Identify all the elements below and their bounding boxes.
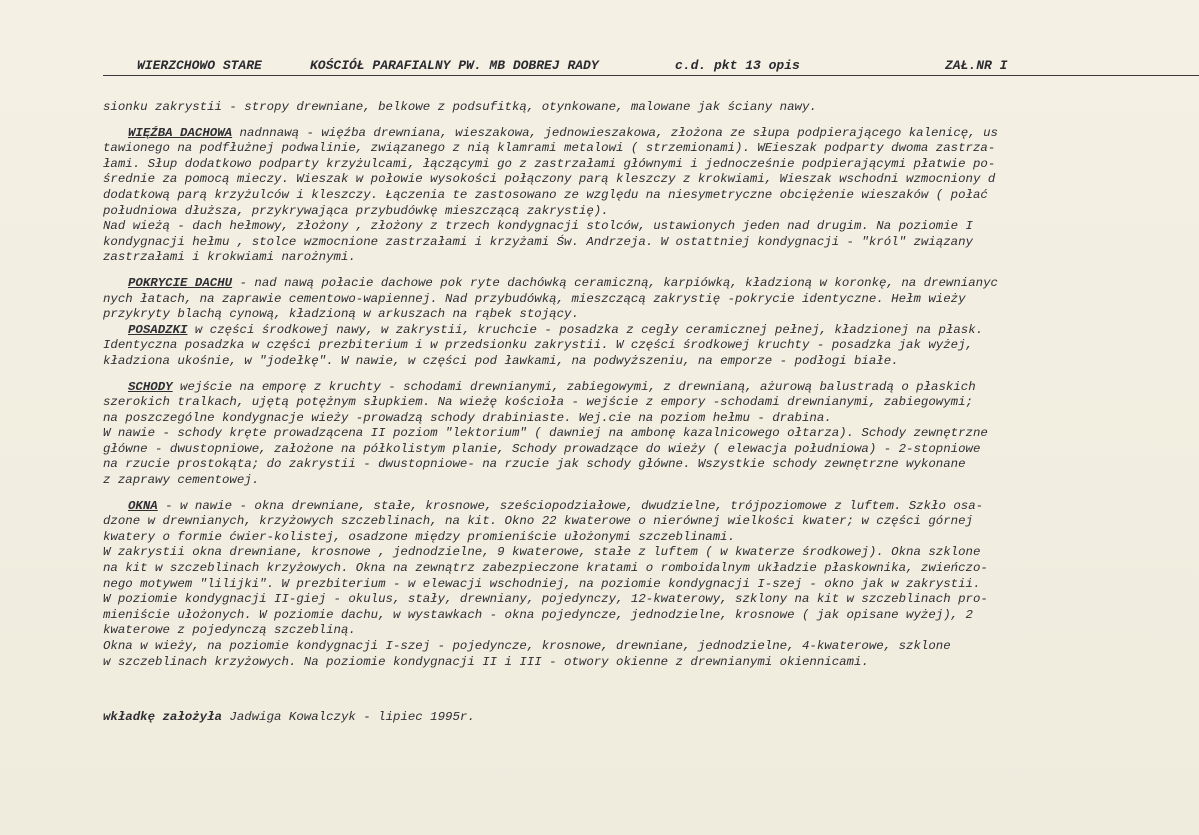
section-first-text: - nad nawą połacie dachowe pok ryte dachówką ceramiczną, karpiówką, kładzioną w koronkę, na drewnianyc <box>232 275 998 290</box>
section-first-text: nadnnawą - więźba drewniana, wieszakowa, jednowieszakowa, złożona ze słupa podpierającego kalenicę, us <box>232 125 998 140</box>
text-line: na poszczególne kondygnacje wieży -prowadzą schody drabiniaste. Wej.cie na poziom hełmu - drabina. <box>103 410 832 425</box>
text-line: kładziona ukośnie, w "jodełkę". W nawie, w części pod ławkami, na podwyższeniu, na emporze - podłogi białe. <box>103 353 899 368</box>
section-first-line <box>103 380 1153 396</box>
text-line: na kit w szczeblinach krzyżowych. Okna na zewnątrz zabezpieczone kratami o romboidalnym układzie płaskownika, zwieńczo- <box>103 561 988 576</box>
text-line: kwaterowe z pojedynczą szczebliną. <box>103 623 356 638</box>
text-line: dzone w drewnianych, krzyżowych szczeblinach, na kit. Okno 22 kwaterowe o nierównej wielkości kwater; w części górnej <box>103 514 973 529</box>
signature-author: Jadwiga Kowalczyk - lipiec 1995r. <box>221 710 475 725</box>
section-first-text: - w nawie - okna drewniane, stałe, krosnowe, sześciopodziałowe, dwudzielne, trójpoziomowe z luftem. Szkło osa- <box>157 498 984 513</box>
text-line: na rzucie prostokąta; do zakrystii - dwustopniowe- na rzucie jak schody główne. Wszystkie schody zewnętrzne wykonane <box>103 457 966 472</box>
text-line: sionku zakrystii - stropy drewniane, belkowe z podsufitką, otynkowane, malowane jak ściany nawy. <box>103 100 817 114</box>
text-line: Identyczna posadzka w części prezbiterium i w przedsionku zakrystii. W części środkowej kruchty - posadzka jak wyżej, <box>103 338 973 353</box>
section-first-line <box>103 499 1153 515</box>
text-line: główne - dwustopniowe, założone na półkolistym planie, Schody prowadzące do wieży ( elewacja południowa) - 2-stopniowe <box>103 441 981 456</box>
section-first-text: w części środkowej nawy, w zakrystii, kruchcie - posadzka z cegły ceramicznej pełnej, kładzionej na płask. <box>187 322 984 337</box>
section-pokrycie <box>103 276 1153 323</box>
spacer <box>103 370 1153 380</box>
section-first-line <box>103 276 1153 292</box>
header-place: WIERZCHOWO STARE <box>137 58 262 73</box>
section-schody <box>103 380 1153 489</box>
section-wiezba <box>103 126 1153 266</box>
text-line: z zaprawy cementowej. <box>103 473 260 488</box>
header-rule <box>103 75 1199 76</box>
section-heading: WIĘŹBA DACHOWA <box>128 125 233 140</box>
text-line: szerokich tralkach, ujętą potężnym słupkiem. Na wieżę kościoła - wejście z empory -schodami drewnianymi, zabiegowymi; <box>103 395 973 410</box>
text-line: w szczeblinach krzyżowych. Na poziomie kondygnacji II i III - otwory okienne z drewnianymi okiennicami. <box>103 654 869 669</box>
spacer <box>103 116 1153 126</box>
signature-lead: wkładkę założyła <box>103 710 222 725</box>
header-reference: c.d. pkt 13 opis <box>675 58 800 73</box>
section-heading: OKNA <box>128 498 158 513</box>
text-line: przykryty blachą cynową, kładzioną w arkuszach na rąbek stojący. <box>103 307 579 322</box>
signature-line <box>103 710 1153 726</box>
section-okna <box>103 499 1153 671</box>
text-line: Nad wieżą - dach hełmowy, złożony , złożony z trzech kondygnacji stolców, ustawionych jeden nad drugim. Na poziomie I <box>103 219 973 234</box>
spacer <box>103 489 1153 499</box>
text-line: W zakrystii okna drewniane, krosnowe , jednodzielne, 9 kwaterowe, stałe z luftem ( w kwaterze środkowej). Okna szklone <box>103 545 981 560</box>
spacer <box>103 266 1153 276</box>
intro-paragraph <box>103 100 1153 116</box>
text-line: mieniście ułożonych. W poziomie dachu, w wystawkach - okna pojedyncze, jednodzielne, krosnowe ( jak opisane wyżej), 2 <box>103 607 973 622</box>
text-line: kwatery o formie ćwier-kolistej, osadzone między promieniście ułożonymi szczeblinami. <box>103 529 736 544</box>
section-first-line <box>103 323 1153 339</box>
text-line: południowa dłuższa, przykrywająca przybudówkę mieszczącą zakrystię). <box>103 203 609 218</box>
signature <box>103 710 1153 726</box>
text-line: nego motywem "lilijki". W prezbiterium - w elewacji wschodniej, na poziomie kondygnacji I-szej - okno jak w zakrystii. <box>103 576 981 591</box>
document-body <box>103 100 1153 726</box>
section-heading: POSADZKI <box>128 322 188 337</box>
text-line: Okna w wieży, na poziomie kondygnacji I-szej - pojedyncze, krosnowe, drewniane, jednodzielne, 4-kwaterowe, szklone <box>103 639 951 653</box>
section-first-line <box>103 126 1153 142</box>
text-line: W poziomie kondygnacji II-giej - okulus, stały, drewniany, pojedynczy, 12-kwaterowy, szklony na kit w szczeblinach pro- <box>103 592 988 607</box>
text-line: łami. Słup dodatkowo podparty krzyżulcami, łączącymi go z zastrzałami głównymi i jednocześnie podpierającymi płatwie po- <box>103 156 996 171</box>
section-posadzki <box>103 323 1153 370</box>
text-line: zastrzałami i krokwiami narożnymi. <box>103 250 356 265</box>
section-first-text: wejście na emporę z kruchty - schodami drewnianymi, zabiegowymi, z drewnianą, ażurową balustradą o płaskich <box>172 379 976 394</box>
section-heading: POKRYCIE DACHU <box>128 275 233 290</box>
spacer <box>103 670 1153 710</box>
text-line: dodatkową parą krzyżulców i kleszczy. Łączenia te zastosowano ze względu na niesymetryczne obciężenie wieszaków ( połać <box>103 187 988 202</box>
text-line: nych łatach, na zaprawie cementowo-wapiennej. Nad przybudówką, mieszczącą zakrystię -pokrycie identyczne. Hełm wieży <box>103 291 966 306</box>
text-line: tawionego na podfłużnej podwalinie, związanego z nią klamrami metalowi ( strzemionami). WEieszak podparty dwoma zastrza- <box>103 141 996 156</box>
text-line: W nawie - schody kręte prowadzącena II poziom "lektorium" ( dawniej na ambonę kazalnicowego ołtarza). Schody zewnętrzne <box>103 426 988 441</box>
section-heading: SCHODY <box>128 379 173 394</box>
text-line: średnie za pomocą mieczy. Wieszak w połowie wysokości połączony parą kleszczy z krokwiami, Wieszak wschodni wzmocniony d <box>103 172 996 187</box>
text-line: kondygnacji hełmu , stolce wzmocnione zastrzałami i krzyżami Św. Andrzeja. W ostattniej kondygnacji - "król" związany <box>103 234 973 249</box>
header-church: KOŚCIÓŁ PARAFIALNY PW. MB DOBREJ RADY <box>310 58 599 73</box>
header-annex: ZAŁ.NR I <box>945 58 1008 73</box>
